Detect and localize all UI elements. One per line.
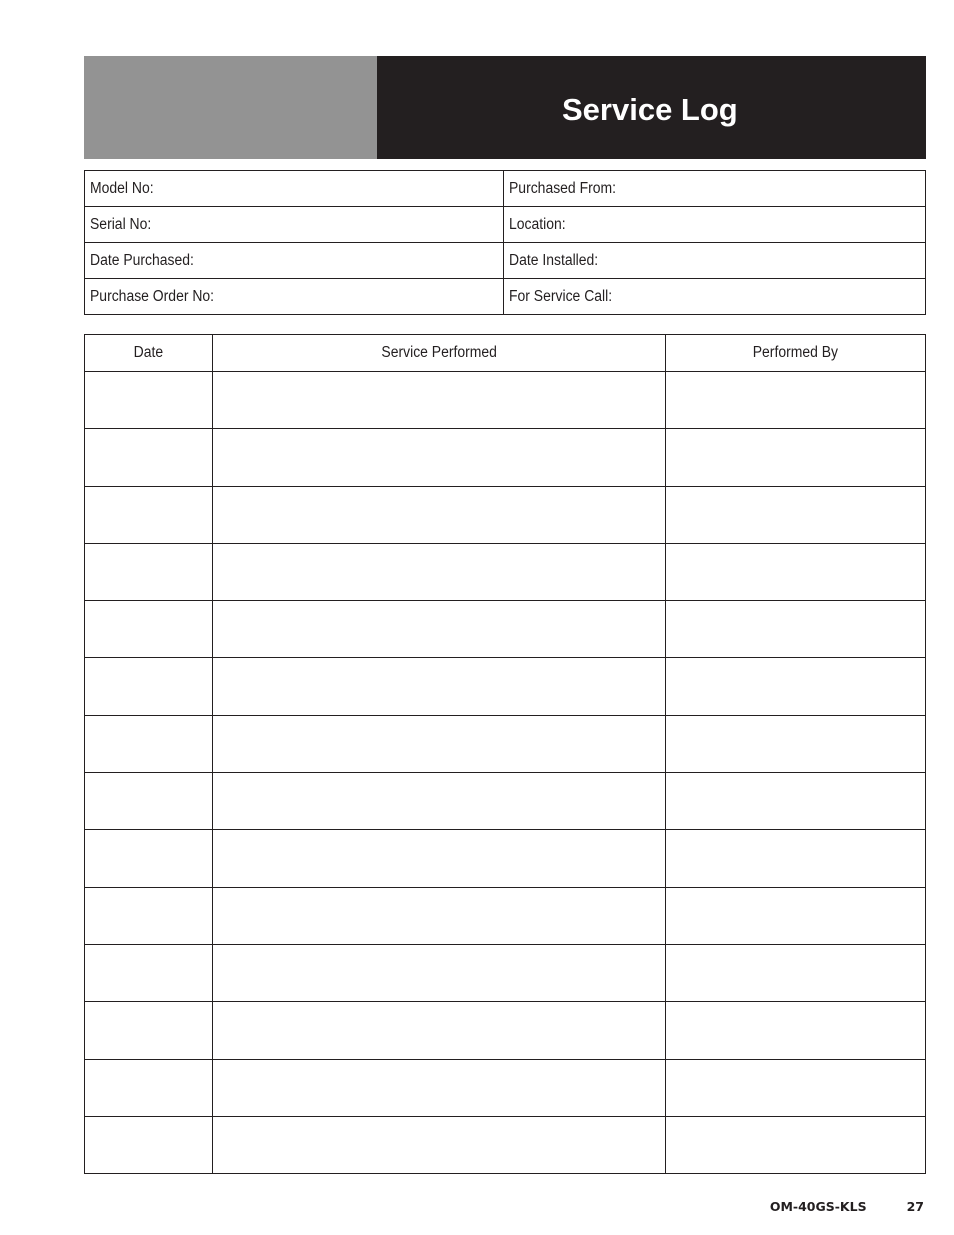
- service-performed-cell[interactable]: [213, 1002, 666, 1059]
- service-performed-cell[interactable]: [213, 715, 666, 772]
- document-code: OM-40GS-KLS: [769, 1199, 867, 1214]
- service-performed-cell[interactable]: [213, 658, 666, 715]
- purchased-from-field[interactable]: [504, 171, 926, 207]
- table-row: [85, 830, 926, 887]
- column-header-service-performed: Service Performed: [213, 335, 666, 372]
- service-performed-cell[interactable]: [213, 1116, 666, 1173]
- date-cell[interactable]: [85, 601, 213, 658]
- performed-by-cell[interactable]: [666, 658, 926, 715]
- serial-no-field[interactable]: [85, 207, 504, 243]
- date-cell[interactable]: [85, 543, 213, 600]
- service-performed-cell[interactable]: [213, 773, 666, 830]
- table-row: [85, 658, 926, 715]
- service-performed-cell[interactable]: [213, 830, 666, 887]
- service-performed-cell[interactable]: [213, 944, 666, 1001]
- table-row: [85, 944, 926, 1001]
- column-header-date: Date: [85, 335, 213, 372]
- table-row: [85, 372, 926, 429]
- log-body: [85, 372, 926, 1174]
- date-cell[interactable]: [85, 1116, 213, 1173]
- header-dark-block: [377, 56, 926, 159]
- purchased-from-label: Purchased From:: [509, 179, 617, 197]
- performed-by-cell[interactable]: [666, 830, 926, 887]
- date-cell[interactable]: [85, 715, 213, 772]
- table-row: [85, 715, 926, 772]
- page-title: Service Log: [562, 92, 738, 127]
- date-cell[interactable]: [85, 658, 213, 715]
- performed-by-cell[interactable]: [666, 1116, 926, 1173]
- date-cell[interactable]: [85, 486, 213, 543]
- model-no-field[interactable]: [85, 171, 504, 207]
- header-gray-block: [84, 56, 377, 159]
- info-row: [85, 207, 926, 243]
- performed-by-cell[interactable]: [666, 715, 926, 772]
- date-cell[interactable]: [85, 944, 213, 1001]
- performed-by-cell[interactable]: [666, 944, 926, 1001]
- performed-by-cell[interactable]: [666, 429, 926, 486]
- service-performed-cell[interactable]: [213, 1059, 666, 1116]
- performed-by-cell[interactable]: [666, 372, 926, 429]
- performed-by-cell[interactable]: [666, 1002, 926, 1059]
- product-info-table: [84, 170, 926, 315]
- table-row: [85, 887, 926, 944]
- service-performed-cell[interactable]: [213, 429, 666, 486]
- purchase-order-no-field[interactable]: [85, 279, 504, 315]
- for-service-call-label: For Service Call:: [509, 287, 613, 305]
- table-row: [85, 1002, 926, 1059]
- location-label: Location:: [509, 215, 566, 233]
- performed-by-cell[interactable]: [666, 601, 926, 658]
- table-row: [85, 543, 926, 600]
- date-cell[interactable]: [85, 773, 213, 830]
- table-row: [85, 1116, 926, 1173]
- date-cell[interactable]: [85, 372, 213, 429]
- date-purchased-label: Date Purchased:: [90, 251, 194, 269]
- for-service-call-field[interactable]: [504, 279, 926, 315]
- date-cell[interactable]: [85, 887, 213, 944]
- column-header-performed-by: Performed By: [666, 335, 926, 372]
- performed-by-cell[interactable]: [666, 773, 926, 830]
- performed-by-cell[interactable]: [666, 1059, 926, 1116]
- service-performed-cell[interactable]: [213, 887, 666, 944]
- performed-by-cell[interactable]: [666, 486, 926, 543]
- service-performed-cell[interactable]: [213, 486, 666, 543]
- table-row: [85, 773, 926, 830]
- date-installed-label: Date Installed:: [509, 251, 599, 269]
- table-row: [85, 429, 926, 486]
- header-band: [84, 56, 926, 159]
- performed-by-cell[interactable]: [666, 543, 926, 600]
- date-installed-field[interactable]: [504, 243, 926, 279]
- service-performed-cell[interactable]: [213, 372, 666, 429]
- table-row: [85, 1059, 926, 1116]
- table-row: [85, 601, 926, 658]
- location-field[interactable]: [504, 207, 926, 243]
- page-number: 27: [906, 1199, 924, 1214]
- date-purchased-field[interactable]: [85, 243, 504, 279]
- date-cell[interactable]: [85, 1002, 213, 1059]
- service-performed-cell[interactable]: [213, 601, 666, 658]
- model-no-label: Model No:: [90, 179, 154, 197]
- date-cell[interactable]: [85, 429, 213, 486]
- service-performed-cell[interactable]: [213, 543, 666, 600]
- date-cell[interactable]: [85, 830, 213, 887]
- info-row: [85, 171, 926, 207]
- serial-no-label: Serial No:: [90, 215, 152, 233]
- log-header-row: [85, 335, 926, 372]
- date-cell[interactable]: [85, 1059, 213, 1116]
- performed-by-cell[interactable]: [666, 887, 926, 944]
- service-log-table: [84, 334, 926, 1174]
- purchase-order-no-label: Purchase Order No:: [90, 287, 215, 305]
- info-row: [85, 243, 926, 279]
- page-footer: [770, 1199, 924, 1214]
- table-row: [85, 486, 926, 543]
- info-row: [85, 279, 926, 315]
